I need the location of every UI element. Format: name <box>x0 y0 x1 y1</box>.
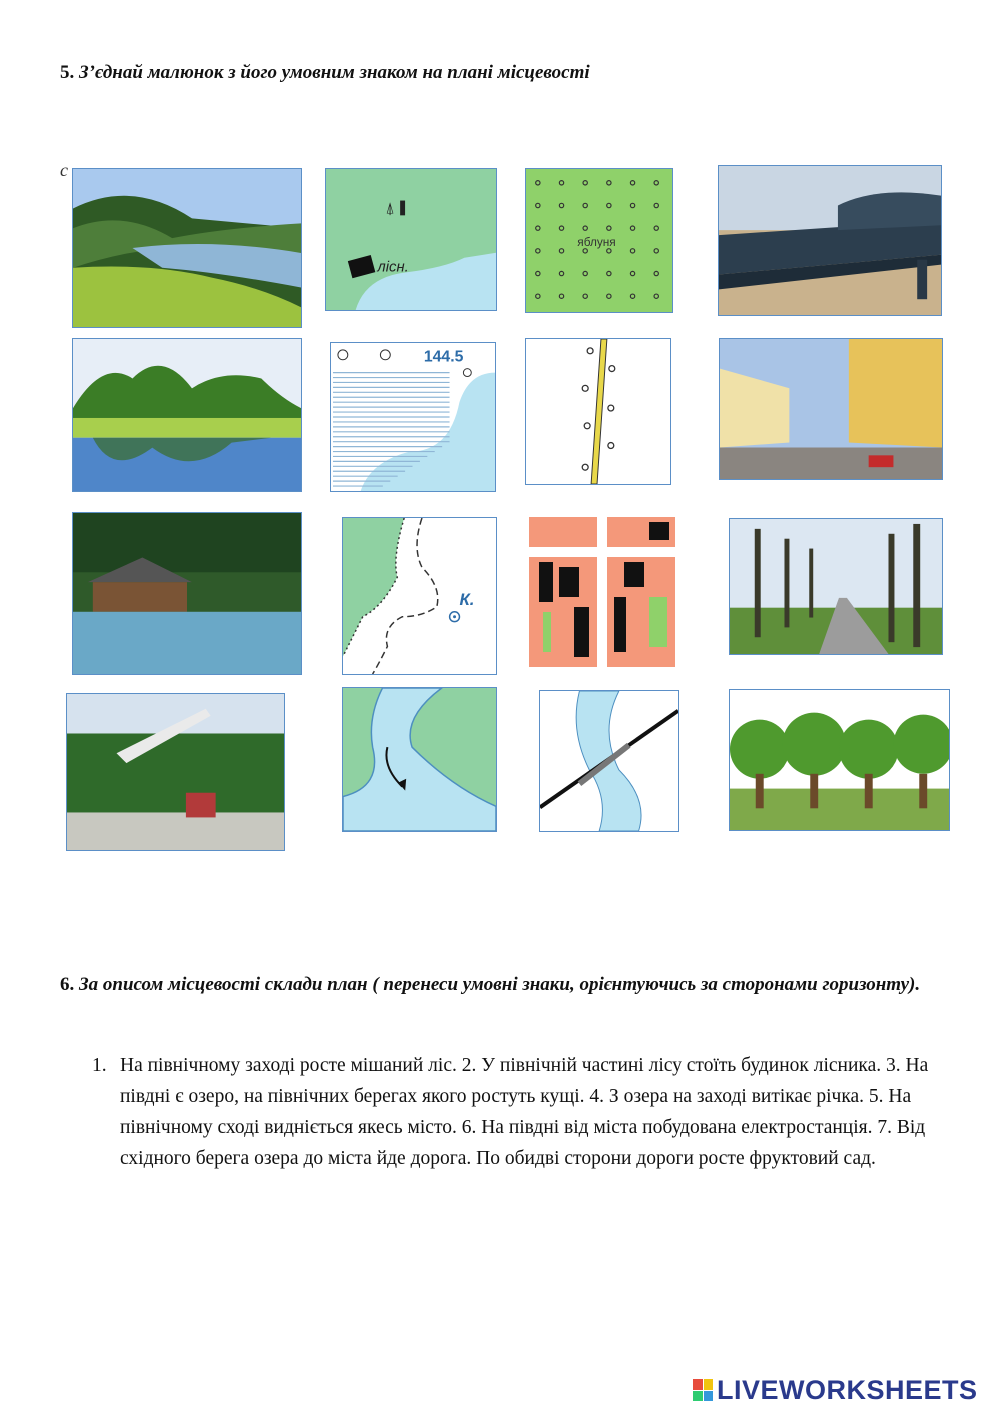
tile-sign-forester-house[interactable] <box>325 168 497 311</box>
sign-railway-bridge <box>540 691 678 831</box>
tile-sign-railway-bridge[interactable] <box>539 690 679 832</box>
photo-tree-alley <box>730 519 942 654</box>
sign-river-flow <box>343 688 496 831</box>
sign-road-with-trees <box>526 339 670 484</box>
liveworksheets-mark-icon <box>693 1379 713 1401</box>
forester-label: лісн. <box>377 259 409 276</box>
tile-illustration-orchard[interactable] <box>729 689 950 831</box>
task-5-number: 5. <box>60 62 75 83</box>
tile-photo-tree-alley[interactable] <box>729 518 943 655</box>
tile-sign-bank-cliff[interactable] <box>330 342 496 492</box>
sign-forester-house <box>326 169 496 310</box>
description-text: На північному заході росте мішаний ліс. 2. У північній частині лісу стоїть будинок лісника. 3. На півдні є озеро, на північних берегах якого ростуть кущі. 4. З озера на заході витікає річка. 5. На північному сході видніється якесь місто. 6. На півдні від міста побудована електростанція. 7. Від східного берега озера до міста йде дорога. По обидві сторони дороги росте фруктовий сад. <box>120 1055 929 1169</box>
tile-sign-apple-orchard[interactable] <box>525 168 673 313</box>
liveworksheets-logo <box>693 1373 978 1407</box>
photo-meadow-lake <box>73 339 301 491</box>
tile-sign-path-and-well[interactable] <box>342 517 497 675</box>
task-6-title <box>60 970 940 999</box>
task-6-text: За описом місцевості склади план ( перенеси умовні знаки, орієнтуючись за сторонами горизонту). <box>79 974 921 995</box>
tile-photo-city-street[interactable] <box>719 338 943 480</box>
description-number: 1. <box>92 1055 107 1076</box>
stray-letter: с <box>60 160 68 180</box>
tile-photo-river-valley[interactable] <box>72 168 302 328</box>
photo-river-valley <box>73 169 301 327</box>
elevation-label: 144.5 <box>423 348 464 366</box>
task-5-text: З’єднай малюнок з його умовним знаком на плані місцевості <box>79 62 590 83</box>
tile-sign-road-with-trees[interactable] <box>525 338 671 485</box>
photo-railway-bridge <box>719 166 941 315</box>
sign-path-and-well <box>343 518 496 674</box>
task-5-title <box>60 62 590 84</box>
tile-photo-meadow-lake[interactable] <box>72 338 302 492</box>
orchard-label: яблуня <box>577 234 616 249</box>
tile-sign-river-flow[interactable] <box>342 687 497 832</box>
well-label: К. <box>459 589 475 609</box>
sign-bank-cliff <box>331 343 495 491</box>
sign-apple-orchard <box>526 169 672 312</box>
tile-photo-railway-bridge[interactable] <box>718 165 942 316</box>
task-6-number: 6. <box>60 974 75 995</box>
illustration-orchard <box>730 690 949 830</box>
sign-city-blocks <box>529 517 675 667</box>
photo-stork-monument <box>67 694 284 850</box>
tile-photo-stork-monument[interactable] <box>66 693 285 851</box>
photo-city-street <box>720 339 942 479</box>
brand-name: LIVEWORKSHEETS <box>717 1374 978 1405</box>
tile-sign-city-blocks[interactable] <box>529 517 675 667</box>
svg-text:⍋: ⍋ <box>385 200 395 218</box>
photo-lake-house <box>73 513 301 674</box>
terrain-description <box>92 1050 942 1174</box>
tile-photo-lake-house[interactable] <box>72 512 302 675</box>
